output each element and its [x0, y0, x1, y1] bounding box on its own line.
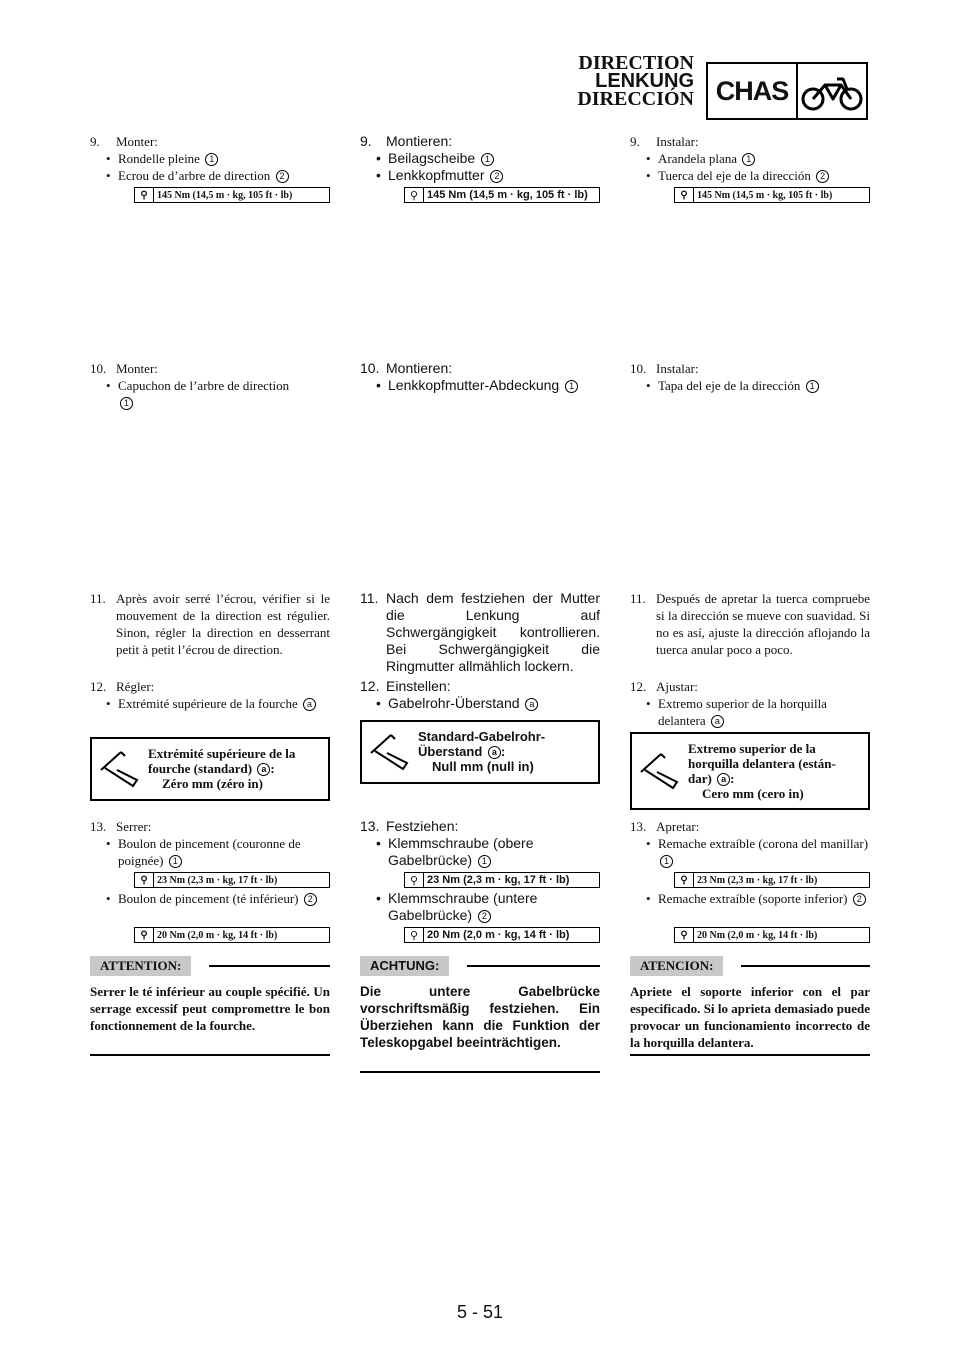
step-10: 10. Montieren: • Lenkkopfmutter-Abdeckung 1	[360, 360, 600, 394]
step-11: 11. Après avoir serré l’écrou, vérifier si le mouvement de la direction est régulier. Sinon, régler la direction en desserrant petit à petit l’écrou de direction.	[90, 591, 330, 657]
torque-wrench-icon: ⚲	[405, 928, 424, 942]
step-10: 10. Monter: • Capuchon de l’arbre de direction 1	[90, 360, 330, 411]
caution-rule	[360, 1071, 600, 1073]
section-titles	[577, 54, 694, 108]
page-number: 5 - 51	[456, 1302, 504, 1322]
step-13-bullet-2: • Klemmschraube (untere Gabelbrücke) 2	[360, 890, 600, 924]
caution-rule	[90, 1054, 330, 1056]
step-12: 12. Ajustar: • Extremo superior de la horquilla delantera a	[630, 678, 870, 729]
step-12: 12. Régler: • Extrémité supérieure de la fourche a	[90, 678, 330, 712]
step-9: 9. Instalar: • Arandela plana 1 • Tuerca del eje de la dirección 2	[630, 133, 870, 184]
torque-wrench-icon: ⚲	[675, 928, 694, 942]
caution-header: ATENCION:	[630, 956, 870, 976]
step-10: 10. Instalar: • Tapa del eje de la dirección 1	[630, 360, 870, 394]
torque-spec: ⚲ 20 Nm (2,0 m · kg, 14 ft · lb)	[404, 927, 600, 943]
step-12: 12. Einstellen: • Gabelrohr-Überstand a	[360, 678, 600, 712]
torque-spec: ⚲ 145 Nm (14,5 m · kg, 105 ft · lb)	[674, 187, 870, 203]
torque-spec: ⚲ 145 Nm (14,5 m · kg, 105 ft · lb)	[404, 187, 600, 203]
caution-header: ACHTUNG:	[360, 956, 600, 976]
step-11: 11. Después de apretar la tuerca compruebe si la dirección se mueve con suavidad. Si no es así, ajuste la dirección aflojando la tuerca anular poco a poco.	[630, 591, 870, 657]
step-13: 13. Festziehen: • Klemmschraube (obere Gabelbrücke) 1	[360, 818, 600, 869]
torque-wrench-icon: ⚲	[405, 188, 424, 202]
torque-wrench-icon: ⚲	[135, 928, 154, 942]
caliper-icon	[92, 739, 144, 799]
chapter-badge	[706, 62, 868, 120]
caution-text: Die untere Gabelbrücke vorschriftsmäßig festziehen. Ein Überziehen kann die Funktion der Teleskopgabel beeinträchtigen.	[360, 984, 600, 1050]
step-11: 11. Nach dem festziehen der Mutter die Lenkung auf Schwergängigkeit kontrollieren. Bei Schwergängigkeit die Ringmutter allmählich lockern.	[360, 590, 600, 674]
spec-box: Standard-Gabelrohr- Überstand a : Null mm (null in)	[360, 720, 600, 784]
torque-wrench-icon: ⚲	[405, 873, 424, 887]
torque-spec: ⚲ 145 Nm (14,5 m · kg, 105 ft · lb)	[134, 187, 330, 203]
torque-wrench-icon: ⚲	[675, 188, 694, 202]
step-13: 13. Apretar: • Remache extraíble (corona del manillar) 1	[630, 818, 870, 869]
torque-spec: ⚲ 20 Nm (2,0 m · kg, 14 ft · lb)	[674, 927, 870, 943]
torque-spec: ⚲ 23 Nm (2,3 m · kg, 17 ft · lb)	[404, 872, 600, 888]
title-es: DIRECCIÓN	[577, 88, 694, 110]
caution-rule	[630, 1054, 870, 1056]
torque-spec: ⚲ 20 Nm (2,0 m · kg, 14 ft · lb)	[134, 927, 330, 943]
spec-box: Extremo superior de la horquilla delantera (están- dar) a : Cero mm (cero in)	[630, 732, 870, 810]
step-13: 13. Serrer: • Boulon de pincement (couronne de poignée) 1	[90, 818, 330, 869]
torque-wrench-icon: ⚲	[675, 873, 694, 887]
title-de: LENKUNG	[595, 70, 694, 92]
torque-spec: ⚲ 23 Nm (2,3 m · kg, 17 ft · lb)	[134, 872, 330, 888]
motorcycle-icon	[798, 64, 866, 118]
caution-header: ATTENTION:	[90, 956, 330, 976]
step-9: 9. Montieren: • Beilagscheibe 1 • Lenkkopfmutter 2	[360, 133, 600, 184]
step-9: 9. Monter: • Rondelle pleine 1 • Ecrou de d’arbre de direction 2	[90, 133, 330, 184]
torque-wrench-icon: ⚲	[135, 188, 154, 202]
spec-box: Extrémité supérieure de la fourche (standard) a : Zéro mm (zéro in)	[90, 737, 330, 801]
torque-spec: ⚲ 23 Nm (2,3 m · kg, 17 ft · lb)	[674, 872, 870, 888]
caution-text: Serrer le té inférieur au couple spécifié. Un serrage excessif peut compromettre le bon fonctionnement de la fourche.	[90, 984, 330, 1033]
step-13-bullet-2: • Remache extraíble (soporte inferior) 2	[630, 890, 870, 907]
caution-text: Apriete el soporte inferior con el par especificado. Si lo aprieta demasiado puede provocar un funcionamiento incorrecto de la horquilla delantera.	[630, 984, 870, 1050]
caliper-icon	[632, 734, 684, 808]
torque-wrench-icon: ⚲	[135, 873, 154, 887]
caliper-icon	[362, 722, 414, 782]
title-en: DIRECTION	[578, 52, 694, 74]
step-13-bullet-2: • Boulon de pincement (té inférieur) 2	[90, 890, 330, 907]
chapter-label: CHAS	[708, 64, 798, 118]
